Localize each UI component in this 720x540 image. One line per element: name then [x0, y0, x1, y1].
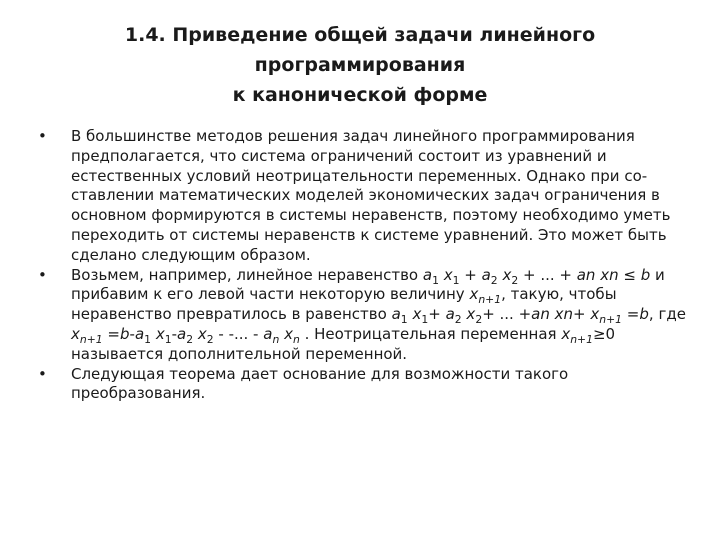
subscript: 2 — [511, 273, 519, 287]
text-run: + ... + — [518, 265, 577, 284]
text-run: ≥0 называется дополнительной переменной. — [71, 324, 616, 363]
subscript: 1 — [432, 273, 439, 287]
math-variable: a — [177, 324, 187, 343]
text-run: , такую, чтобы неравенство превратилось в равенство — [71, 285, 617, 324]
subscript: n+1 — [79, 332, 103, 346]
subscript: n+1 — [599, 313, 623, 327]
math-variable: b — [639, 305, 649, 324]
math-variable: x — [469, 285, 479, 304]
title-line-3: к канонической форме — [232, 84, 488, 106]
math-variable: x — [71, 324, 80, 343]
math-variable: x — [412, 305, 422, 324]
math-variable: a — [445, 305, 455, 324]
bullet-text — [71, 365, 568, 403]
subscript: 1 — [164, 332, 172, 346]
bullet-text — [71, 127, 670, 264]
bullet-marker: • — [38, 265, 47, 284]
bullet-item — [38, 365, 688, 405]
subscript: n+1 — [478, 293, 502, 307]
bullet-item — [38, 127, 688, 266]
math-variable: x — [443, 265, 453, 284]
bullet-marker: • — [38, 127, 47, 145]
text-run: , где — [648, 305, 686, 324]
math-variable: a — [134, 324, 145, 343]
text-run: - — [171, 324, 177, 343]
math-variable: an xn — [576, 265, 619, 284]
math-variable: x — [502, 265, 512, 284]
subscript: 2 — [475, 313, 483, 327]
text-run: = — [622, 305, 640, 324]
math-variable: b — [640, 265, 651, 284]
bullet-list — [38, 127, 688, 404]
subscript: 2 — [186, 332, 194, 346]
text-run: - — [129, 324, 135, 343]
subscript: n — [292, 332, 300, 346]
subscript: 1 — [452, 273, 460, 287]
text-run: . Неотрицательная переменная — [299, 324, 562, 343]
subscript: 1 — [144, 332, 152, 346]
bullet-marker: • — [38, 364, 47, 383]
math-variable: a — [263, 324, 273, 343]
subscript: n — [272, 332, 280, 346]
math-variable: a — [422, 265, 433, 284]
math-variable: a — [481, 265, 491, 284]
bullet-text — [71, 266, 686, 363]
text-run: Следующая теорема дает основание для возможности такого преобразования. — [71, 364, 569, 403]
subscript: 2 — [490, 273, 498, 287]
math-variable: x — [284, 324, 293, 343]
bullet-item — [38, 266, 688, 365]
subscript: 2 — [206, 332, 214, 346]
text-run: + ... + — [482, 305, 532, 324]
text-run: В большинстве методов решения задач линейного программирования предполагается, что система ограничений состоит из уравнений и естественных условий неотрицательности переменных. Однако при со-ставлении математических моделей экономических задач ограничения в основном формируются в системы неравенств, поэтому необходимо уметь переходить от системы неравенств к системе уравнений. Это может быть сделано следующим образом. — [71, 127, 671, 264]
math-variable: x — [155, 324, 165, 343]
subscript: 1 — [400, 313, 408, 327]
text-run: + — [573, 305, 591, 324]
math-variable: an xn — [531, 305, 574, 324]
text-run: и прибавим к его левой части некоторую величину — [71, 265, 665, 304]
math-variable: x — [466, 305, 476, 324]
math-variable: x — [561, 324, 571, 343]
subscript: 1 — [421, 313, 429, 327]
text-run: = — [102, 324, 120, 343]
subscript: 2 — [454, 313, 462, 327]
title-line-1: 1.4. Приведение общей задачи линейного — [124, 24, 596, 46]
math-variable: a — [391, 305, 401, 324]
text-run: + — [428, 305, 446, 324]
title-line-2: программирования — [254, 54, 466, 76]
text-run: Возьмем, например, линейное неравенство — [71, 265, 423, 284]
slide-title — [60, 20, 660, 110]
math-variable: b — [120, 324, 130, 343]
subscript: n+1 — [570, 332, 593, 346]
text-run: - -... - — [213, 324, 264, 343]
text-run: ≤ — [618, 265, 641, 284]
math-variable: x — [197, 324, 207, 343]
math-variable: x — [590, 305, 600, 324]
text-run: + — [459, 265, 482, 284]
